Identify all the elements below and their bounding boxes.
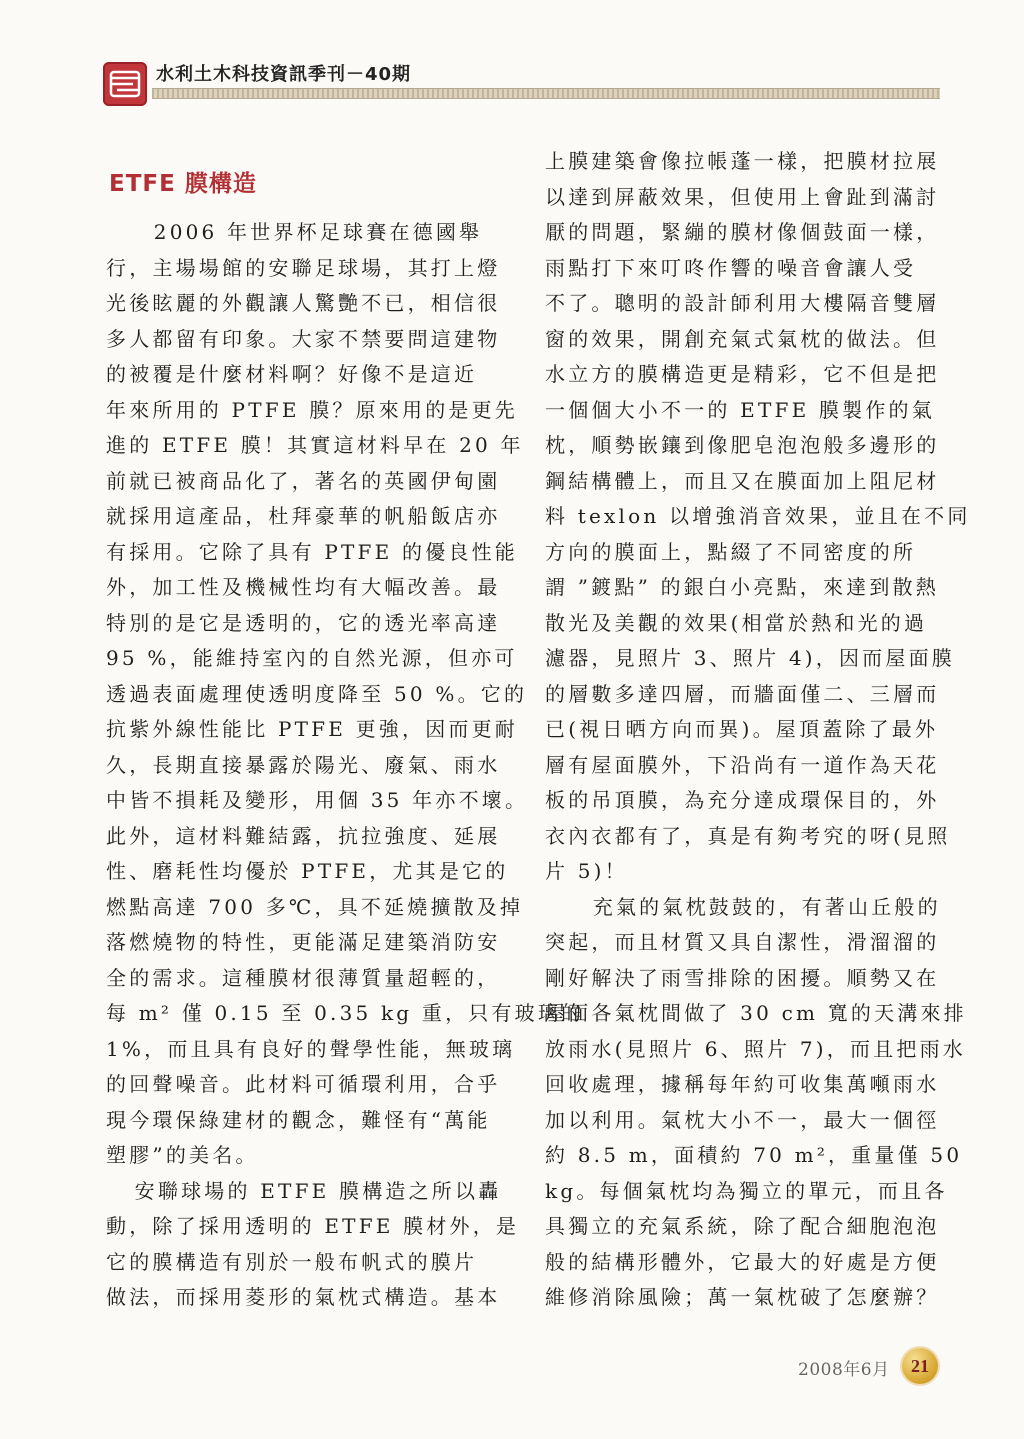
text-line: 外，加工性及機械性均有大幅改善。最 — [106, 575, 501, 599]
text-line: 透過表面處理使透明度降至 50 %。它的 — [106, 681, 528, 706]
text-line: 已(視日晒方向而異)。屋頂蓋除了最外 — [545, 717, 939, 741]
text-line: 上膜建築會像拉帳蓬一樣，把膜材拉展 — [545, 149, 940, 173]
text-line: 落燃燒物的特性，更能滿足建築消防安 — [106, 930, 501, 954]
text-line: 回收處理，據稱每年約可收集萬噸雨水 — [545, 1072, 940, 1096]
text-line: 層有屋面膜外，下沿尚有一道作為天花 — [545, 752, 940, 777]
text-line: 具獨立的充氣系統，除了配合細胞泡泡 — [545, 1214, 940, 1238]
page-header — [0, 0, 1024, 120]
text-line: 的被覆是什麼材料啊？好像不是這近 — [106, 362, 478, 386]
header-divider — [152, 88, 940, 99]
text-line: 散光及美觀的效果(相當於熱和光的過 — [545, 610, 928, 635]
text-line: 久，長期直接暴露於陽光、廢氣、雨水 — [106, 752, 501, 777]
text-line: 就採用這產品，杜拜豪華的帆船飯店亦 — [106, 504, 501, 528]
text-line: 多人都留有印象。大家不禁要問這建物 — [106, 326, 501, 351]
text-line: 進的 ETFE 膜！其實這材料早在 20 年 — [106, 433, 524, 457]
text-line: 的回聲噪音。此材料可循環利用，合乎 — [106, 1072, 501, 1096]
text-line: 料 texlon 以增強消音效果，並且在不同 — [545, 504, 971, 528]
text-line: 現今環保綠建材的觀念，難怪有“萬能 — [106, 1107, 491, 1132]
right-text-column — [545, 144, 971, 1316]
text-line: 約 8.5 m，面積約 70 m²，重量僅 50 — [545, 1143, 963, 1167]
text-line: 它的膜構造有別於一般布帆式的膜片 — [106, 1249, 478, 1274]
text-line: 性、磨耗性均優於 PTFE，尤其是它的 — [106, 859, 509, 883]
text-line: 雨點打下來叮咚作響的噪音會讓人受 — [545, 255, 917, 280]
text-line: 水立方的膜構造更是精彩，它不但是把 — [545, 362, 940, 386]
text-line: 此外，這材料難結露，抗拉強度、延展 — [106, 823, 501, 848]
text-line: 濾器，見照片 3、照片 4)，因而屋面膜 — [545, 646, 955, 670]
journal-logo-icon — [103, 62, 147, 106]
issue-date: 2008年6月 — [798, 1360, 890, 1380]
text-line: 謂 ”鍍點” 的銀白小亮點，來達到散熱 — [545, 575, 939, 599]
text-line: 抗紫外線性能比 PTFE 更強，因而更耐 — [106, 717, 518, 741]
left-text-column — [106, 215, 585, 1316]
text-line: 加以利用。氣枕大小不一，最大一個徑 — [545, 1107, 940, 1132]
text-line: 不了。聰明的設計師利用大樓隔音雙層 — [545, 291, 940, 315]
text-line: 一個個大小不一的 ETFE 膜製作的氣 — [545, 397, 935, 422]
page-number-badge: 21 — [902, 1348, 938, 1384]
text-line: 燃點高達 700 多℃，具不延燒擴散及掉 — [106, 894, 524, 919]
text-line: 枕，順勢嵌鑲到像肥皂泡泡般多邊形的 — [545, 433, 940, 457]
text-line: 安聯球場的 ETFE 膜構造之所以轟 — [106, 1178, 502, 1203]
section-heading: ETFE 膜構造 — [109, 171, 257, 198]
publication-title: 水利土木科技資訊季刊－40期 — [156, 64, 412, 85]
text-line: 的層數多達四層，而牆面僅二、三層而 — [545, 681, 940, 706]
text-line: 般的結構形體外，它最大的好處是方便 — [545, 1249, 940, 1274]
text-line: 95 %，能維持室內的自然光源，但亦可 — [106, 646, 518, 670]
text-line: 年來所用的 PTFE 膜？原來用的是更先 — [106, 397, 518, 422]
text-line: 做法，而採用菱形的氣枕式構造。基本 — [106, 1285, 501, 1309]
text-line: 前就已被商品化了，著名的英國伊甸園 — [106, 468, 501, 493]
text-line: 方向的膜面上，點綴了不同密度的所 — [545, 539, 917, 564]
text-line: 光後眩麗的外觀讓人驚艷不已，相信很 — [106, 291, 501, 315]
text-line: 1%，而且具有良好的聲學性能，無玻璃 — [106, 1036, 516, 1061]
text-line: 行，主場場館的安聯足球場，其打上燈 — [106, 255, 501, 280]
text-line: 板的吊頂膜，為充分達成環保目的，外 — [545, 788, 940, 812]
text-line: 片 5)！ — [545, 859, 628, 883]
text-line: kg。每個氣枕均為獨立的單元，而且各 — [545, 1178, 948, 1203]
text-line: 有採用。它除了具有 PTFE 的優良性能 — [106, 539, 518, 564]
text-line: 屋面各氣枕間做了 30 cm 寬的天溝來排 — [545, 1001, 967, 1025]
text-line: 放雨水(見照片 6、照片 7)，而且把雨水 — [545, 1036, 966, 1061]
text-line: 鋼結構體上，而且又在膜面加上阻尼材 — [545, 468, 940, 493]
text-line: 中皆不損耗及變形，用個 35 年亦不壞。 — [106, 788, 529, 812]
text-line: 動，除了採用透明的 ETFE 膜材外，是 — [106, 1214, 520, 1238]
text-line: 塑膠”的美名。 — [106, 1143, 259, 1167]
text-line: 厭的問題，緊繃的膜材像個鼓面一樣， — [545, 220, 940, 244]
text-line: 每 m² 僅 0.15 至 0.35 kg 重，只有玻璃的 — [106, 1001, 585, 1025]
text-line: 突起，而且材質又具自潔性，滑溜溜的 — [545, 930, 940, 954]
text-line: 剛好解決了雨雪排除的困擾。順勢又在 — [545, 965, 940, 990]
text-line: 2006 年世界杯足球賽在德國舉 — [106, 220, 483, 244]
text-line: 全的需求。這種膜材很薄質量超輕的， — [106, 965, 501, 990]
text-line: 充氣的氣枕鼓鼓的，有著山丘般的 — [545, 894, 941, 919]
text-line: 以達到屏蔽效果，但使用上會趾到滿討 — [545, 184, 940, 209]
text-line: 特別的是它是透明的，它的透光率高達 — [106, 610, 501, 635]
text-line: 窗的效果，開創充氣式氣枕的做法。但 — [545, 326, 940, 351]
text-line: 衣內衣都有了，真是有夠考究的呀(見照 — [545, 823, 951, 848]
text-line: 維修消除風險；萬一氣枕破了怎麼辦？ — [545, 1285, 940, 1309]
